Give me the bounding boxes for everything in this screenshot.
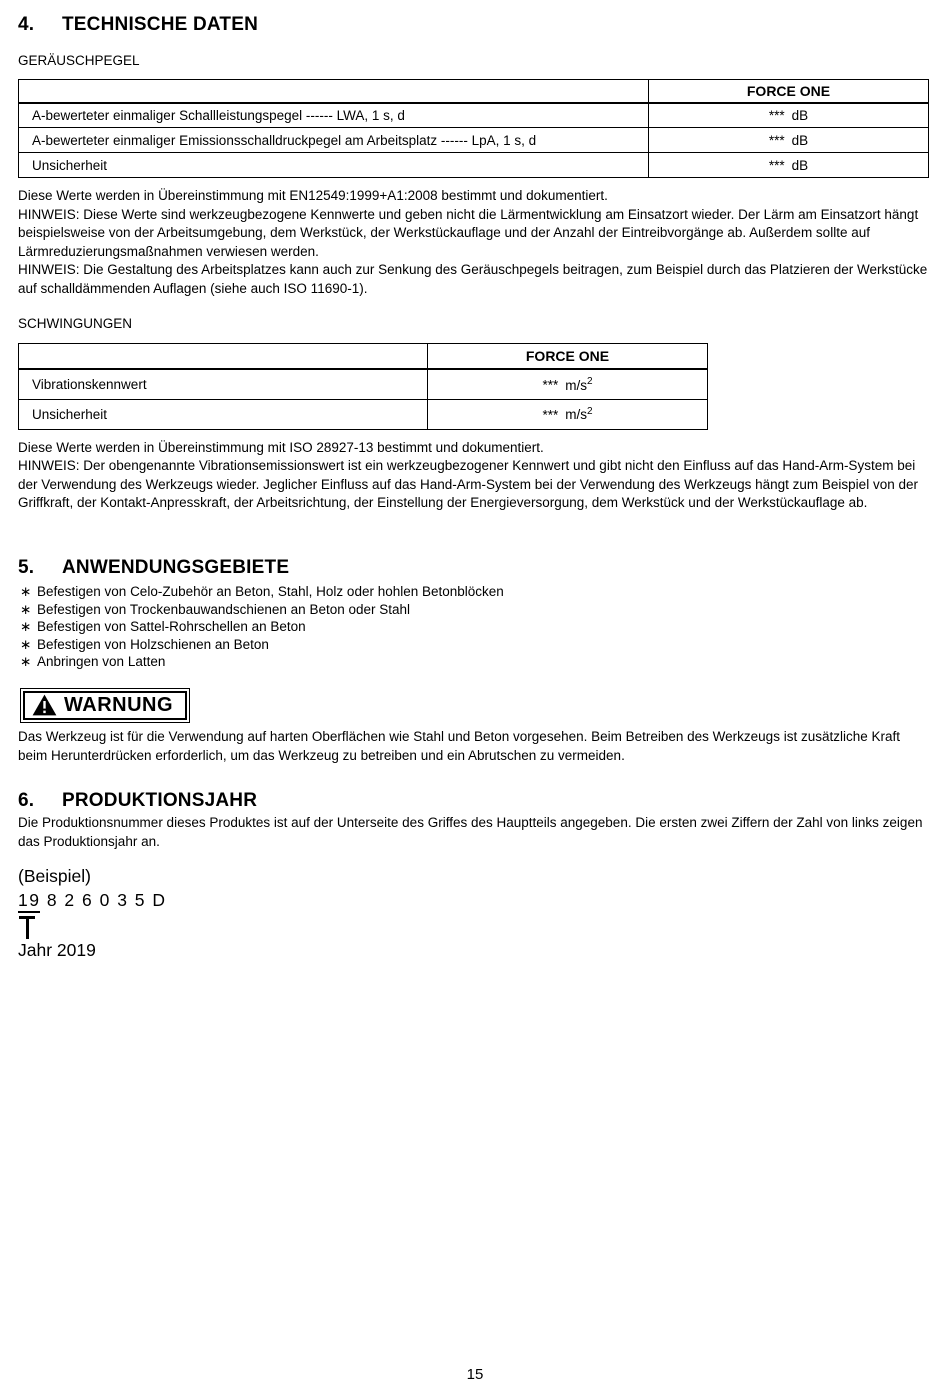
warning-box [20,688,190,723]
table-row [19,128,929,153]
noise-row-label: A-bewerteter einmaliger Schallleistungspegel ------ LWA, 1 s, d [19,103,649,128]
warning-label: WARNUNG [64,693,174,716]
section5-title: ANWENDUNGSGEBIETE [62,556,290,578]
table-header-row [19,343,708,369]
list-item [18,583,930,601]
section4-title: TECHNISCHE DATEN [62,14,259,35]
noise-table-column-header: FORCE ONE [649,80,929,103]
section4-number: 4. [18,14,35,35]
section6-text: Die Produktionsnummer dieses Produktes ist auf der Unterseite des Griffes des Hauptteils angegeben. Die ersten zwei Ziffern der Zahl von links zeigen das Produktionsjahr an. [18,815,923,849]
vibration-table-column-header: FORCE ONE [428,343,708,369]
vibration-row-label: Unsicherheit [19,399,428,429]
noise-table [18,79,929,178]
note-paragraph: HINWEIS: Diese Werte sind werkzeugbezogene Kennwerte und geben nicht die Lärmentwicklung am Einsatzort wieder. Der Lärm am Einsatzort hängt beispielsweise von der Arbeitsumgebung, dem Werkstück, der Werkstückauflage und der Anzahl der Eintreibvorgänge ab. Außerdem sollte auf Lärmreduzierungsmaßnahmen verwiesen werden. [18,206,919,259]
bullet-icon: ∗ [20,654,32,670]
noise-row-value: *** dB [649,153,929,178]
note-paragraph: Diese Werte werden in Übereinstimmung mit EN12549:1999+A1:2008 bestimmt und dokumentiert. [18,188,608,203]
vibration-row-value: *** $m/s^2$ [428,399,708,429]
section6-title: PRODUKTIONSJAHR [62,790,258,812]
section5-heading [18,557,930,579]
list-item-text: Befestigen von Holzschienen an Beton [37,636,269,652]
table-header-row [19,80,929,103]
noise-row-label: A-bewerteter einmaliger Emissionsschalldruckpegel am Arbeitsplatz ------ LpA, 1 s, d [19,128,649,153]
noise-row-value: *** dB [649,103,929,128]
bullet-icon: ∗ [20,619,32,635]
bullet-icon: ∗ [20,636,32,652]
table-row [19,399,708,429]
vibration-table [18,343,708,430]
table-row [19,103,929,128]
section4-heading [18,14,930,36]
vibration-row-label: Vibrationskennwert [19,369,428,399]
list-item-text: Befestigen von Trockenbauwandschienen an Beton oder Stahl [37,601,411,617]
vibration-table-empty-header [19,343,428,369]
serial-number [18,890,930,913]
note-paragraph: Diese Werte werden in Übereinstimmung mit ISO 28927-13 bestimmt und dokumentiert. [18,439,544,455]
note-paragraph: HINWEIS: Die Gestaltung des Arbeitsplatzes kann auch zur Senkung des Geräuschpegels beitragen, zum Beispiel durch das Platzieren der Werkstücke auf schalldämmenden Auflagen (siehe auch ISO 11690-1). [18,262,928,296]
application-list [18,583,930,671]
section5-number: 5. [18,556,35,578]
noise-notes [18,187,930,299]
vibration-row-value: *** $m/s^2$ [428,369,708,399]
table-row [19,153,929,178]
bullet-icon: ∗ [20,601,32,617]
noise-table-empty-header [19,80,649,103]
page-number: 15 [466,1366,484,1383]
bullet-icon: ∗ [20,583,32,599]
table-row [19,369,708,399]
serial-example [18,866,930,961]
list-item [18,618,930,636]
list-item-text: Befestigen von Celo-Zubehör an Beton, Stahl, Holz oder hohlen Betonblöcken [37,583,504,599]
section6-number: 6. [18,790,35,812]
warning-box-inner [23,691,187,720]
noise-row-label: Unsicherheit [19,153,649,178]
list-item-text: Anbringen von Latten [37,654,166,670]
vibration-notes [18,439,930,513]
vibration-label: SCHWINGUNGEN [18,315,132,331]
section6-heading [18,790,930,812]
example-label: (Beispiel) [18,866,91,887]
warning-text: Das Werkzeug ist für die Verwendung auf harten Oberflächen wie Stahl und Beton vorgesehen. Beim Betreiben des Werkzeugs ist zusätzliche Kraft beim Herunterdrücken erforderlich, um das Werkzeug zu betreiben und ein Abrutschen zu vermeiden. [18,728,900,763]
serial-rest-digits: 8 2 6 0 3 5 D [40,890,167,911]
list-item [18,601,930,619]
year-label: Jahr 2019 [18,940,96,961]
serial-year-digits: 19 [18,890,40,913]
noise-level-label: GERÄUSCHPEGEL [18,53,140,68]
noise-row-value: *** dB [649,128,929,153]
warning-triangle-icon [32,694,57,716]
year-pointer-line [18,913,930,940]
list-item [18,636,930,654]
list-item [18,653,930,671]
list-item-text: Befestigen von Sattel-Rohrschellen an Beton [37,619,306,635]
pointer-stem [26,916,29,939]
note-paragraph: HINWEIS: Der obengenannte Vibrationsemissionswert ist ein werkzeugbezogener Kennwert und gibt nicht den Einfluss auf das Hand-Arm-System bei der Verwendung des Werkzeugs wieder. Jeglicher Einfluss auf das Hand-Arm-System bei der Verwendung des Werkzeugs hängt zum Beispiel von der Griffkraft, der Kontakt-Anpresskraft, der Arbeitsrichtung, der Einstellung der Energieversorgung, dem Werkstück und der Werkstückauflage ab. [18,458,918,511]
